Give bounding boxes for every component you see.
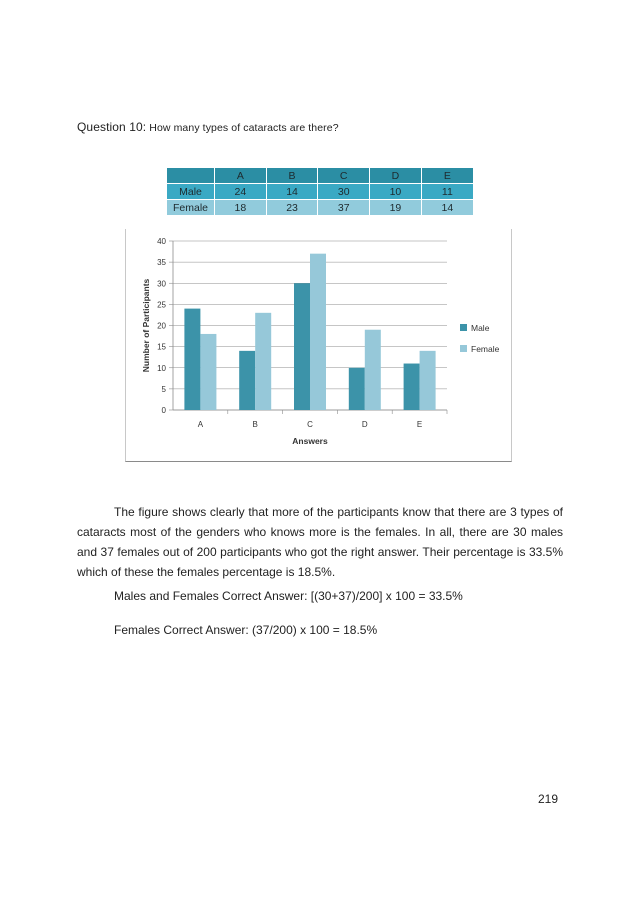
table-header-cell: A xyxy=(215,168,267,184)
results-table xyxy=(166,168,473,216)
table-header-cell: B xyxy=(266,168,318,184)
bar-female-c xyxy=(310,254,326,410)
table-row-female xyxy=(167,200,474,216)
legend-swatch-female xyxy=(460,345,467,352)
table-cell: 30 xyxy=(318,184,370,200)
x-tick-label: A xyxy=(197,420,204,429)
bar-male-c xyxy=(294,283,310,410)
x-tick-label: E xyxy=(416,420,423,429)
table-cell: 14 xyxy=(266,184,318,200)
table-header-cell: C xyxy=(318,168,370,184)
table-cell: 24 xyxy=(215,184,267,200)
combined-answer-formula: Males and Females Correct Answer: [(30+37)/200] x 100 = 33.5% xyxy=(114,589,463,603)
question-text: How many types of cataracts are there? xyxy=(146,122,339,134)
bar-male-d xyxy=(349,368,365,410)
table-cell: 11 xyxy=(421,184,473,200)
table-cell: 10 xyxy=(370,184,422,200)
body-paragraph: The figure shows clearly that more of the participants know that there are 3 types of cataracts most of the genders who knows more is the females. In all, there are 30 males and 37 females out of 200 participants who got the right answer. Their percentage is 33.5% which of these the females percentage is 18.5%. xyxy=(77,505,563,579)
y-tick-label: 15 xyxy=(157,342,166,352)
bar-male-b xyxy=(239,351,255,410)
table-cell: 19 xyxy=(370,200,422,216)
y-tick-label: 35 xyxy=(157,258,166,268)
y-axis-title: Number of Participants xyxy=(141,278,151,373)
y-tick-label: 5 xyxy=(161,384,166,394)
legend-label-female: Female xyxy=(471,344,500,354)
bar-female-e xyxy=(420,351,436,410)
table-cell: 37 xyxy=(318,200,370,216)
x-axis-title: Answers xyxy=(292,436,328,446)
table-header-cell: E xyxy=(421,168,473,184)
legend-label-male: Male xyxy=(471,323,490,333)
bar-female-b xyxy=(255,313,271,410)
bar-female-d xyxy=(365,330,381,410)
table-row-label: Female xyxy=(167,200,215,216)
x-tick-label: B xyxy=(252,420,258,429)
y-tick-label: 30 xyxy=(157,279,166,289)
question-number: Question 10: xyxy=(77,120,147,134)
table-row-male xyxy=(167,184,474,200)
table-cell: 18 xyxy=(215,200,267,216)
question-heading xyxy=(77,120,339,134)
bar-chart xyxy=(126,229,511,461)
bar-male-a xyxy=(184,309,200,410)
y-tick-label: 10 xyxy=(157,363,166,373)
table-cell: 23 xyxy=(266,200,318,216)
y-tick-label: 25 xyxy=(157,300,166,310)
female-answer-formula: Females Correct Answer: (37/200) x 100 = 18.5% xyxy=(114,623,378,637)
table-header-cell: D xyxy=(370,168,422,184)
x-tick-label: D xyxy=(361,420,368,429)
legend-swatch-male xyxy=(460,324,467,331)
table-cell: 14 xyxy=(421,200,473,216)
page-number: 219 xyxy=(538,792,559,806)
table-header-cell xyxy=(167,168,215,184)
bar-female-a xyxy=(200,334,216,410)
chart-frame xyxy=(125,229,512,462)
y-tick-label: 0 xyxy=(161,406,166,415)
table-header-row xyxy=(167,168,474,184)
x-tick-label: C xyxy=(307,420,313,429)
table-row-label: Male xyxy=(167,184,215,200)
bar-male-e xyxy=(404,364,420,410)
y-tick-label: 20 xyxy=(157,321,166,331)
y-tick-label: 40 xyxy=(157,237,166,246)
